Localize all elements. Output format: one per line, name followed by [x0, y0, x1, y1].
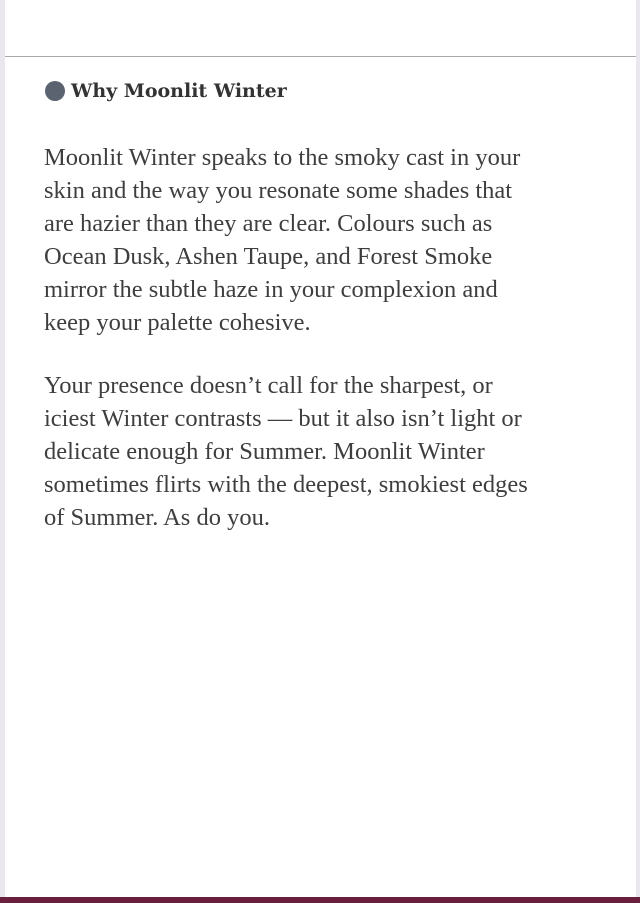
left-border — [0, 0, 5, 903]
paragraph-presence: Your presence doesn’t call for the sharpest, or iciest Winter contrasts — but it also isn’t light or delicate enough for Summer. Moonlit Winter sometimes flirts with the deepest, smokiest edges of Summer. As do you. — [44, 372, 528, 531]
paragraph-why-moonlit: Moonlit Winter speaks to the smoky cast in your skin and the way you resonate some shades that are hazier than they are clear. Colours such as Ocean Dusk, Ashen Taupe, and Forest Smoke mirror the subtle haze in your complexion and keep your palette cohesive. — [44, 144, 521, 336]
top-divider — [5, 56, 636, 57]
section-heading — [45, 80, 287, 102]
bottom-accent-bar — [0, 897, 640, 903]
section-heading-text: Why Moonlit Winter — [71, 80, 287, 102]
dark-circle-icon — [45, 81, 65, 101]
right-border — [636, 0, 640, 903]
